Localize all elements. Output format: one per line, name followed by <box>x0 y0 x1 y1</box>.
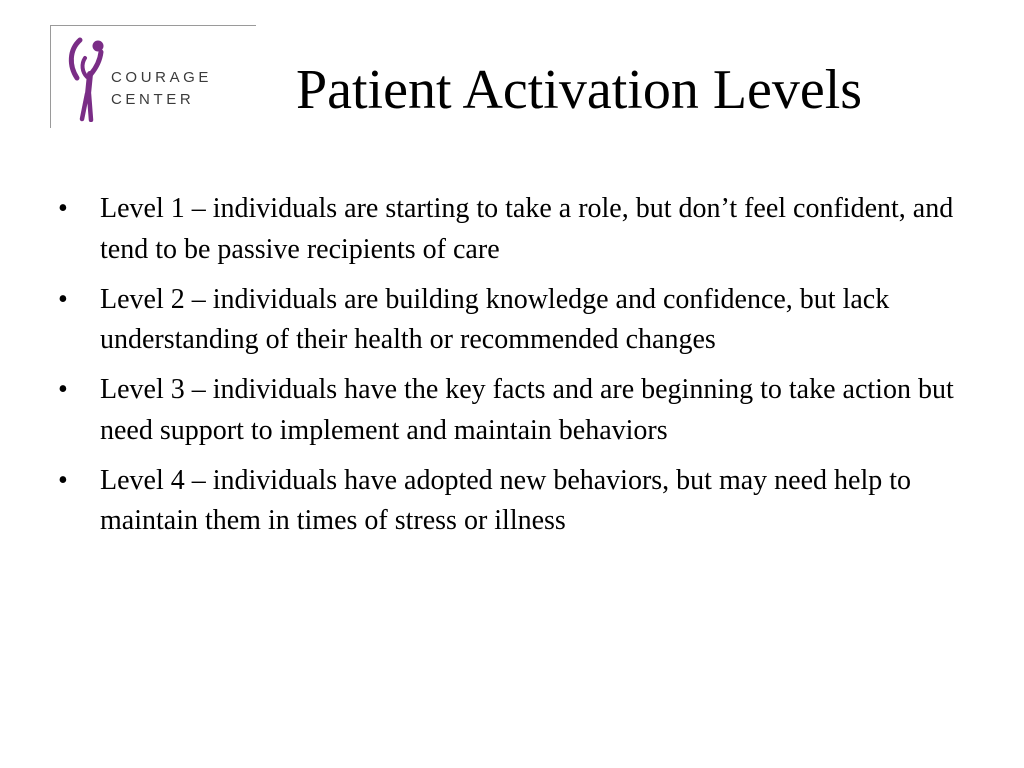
list-item-level-2 <box>58 280 958 361</box>
logo-text-courage: COURAGE <box>111 69 213 86</box>
courage-center-figure-logo-icon <box>67 34 109 122</box>
bullet-list <box>58 189 958 551</box>
logo-text-center: CENTER <box>111 91 195 108</box>
list-item-level-4 <box>58 461 958 542</box>
bullet-icon: • <box>58 193 68 224</box>
bullet-text: Level 3 – individuals have the key facts and are beginning to take action but need support to implement and maintain behaviors <box>100 374 954 446</box>
courage-center-logo <box>50 25 256 128</box>
bullet-icon: • <box>58 464 68 496</box>
bullet-icon: • <box>58 283 68 315</box>
list-item-level-1 <box>58 189 958 270</box>
bullet-text: Level 1 – individuals are starting to take a role, but don’t feel confident, and tend to be passive recipients of care <box>100 193 954 265</box>
list-item-level-3 <box>58 370 958 451</box>
bullet-icon: • <box>58 374 68 405</box>
bullet-text: Level 4 – individuals have adopted new behaviors, but may need help to maintain them in times of stress or illness <box>100 464 912 536</box>
bullet-text: Level 2 – individuals are building knowledge and confidence, but lack understanding of their health or recommended changes <box>100 283 890 355</box>
slide-title: Patient Activation Levels <box>296 59 863 121</box>
